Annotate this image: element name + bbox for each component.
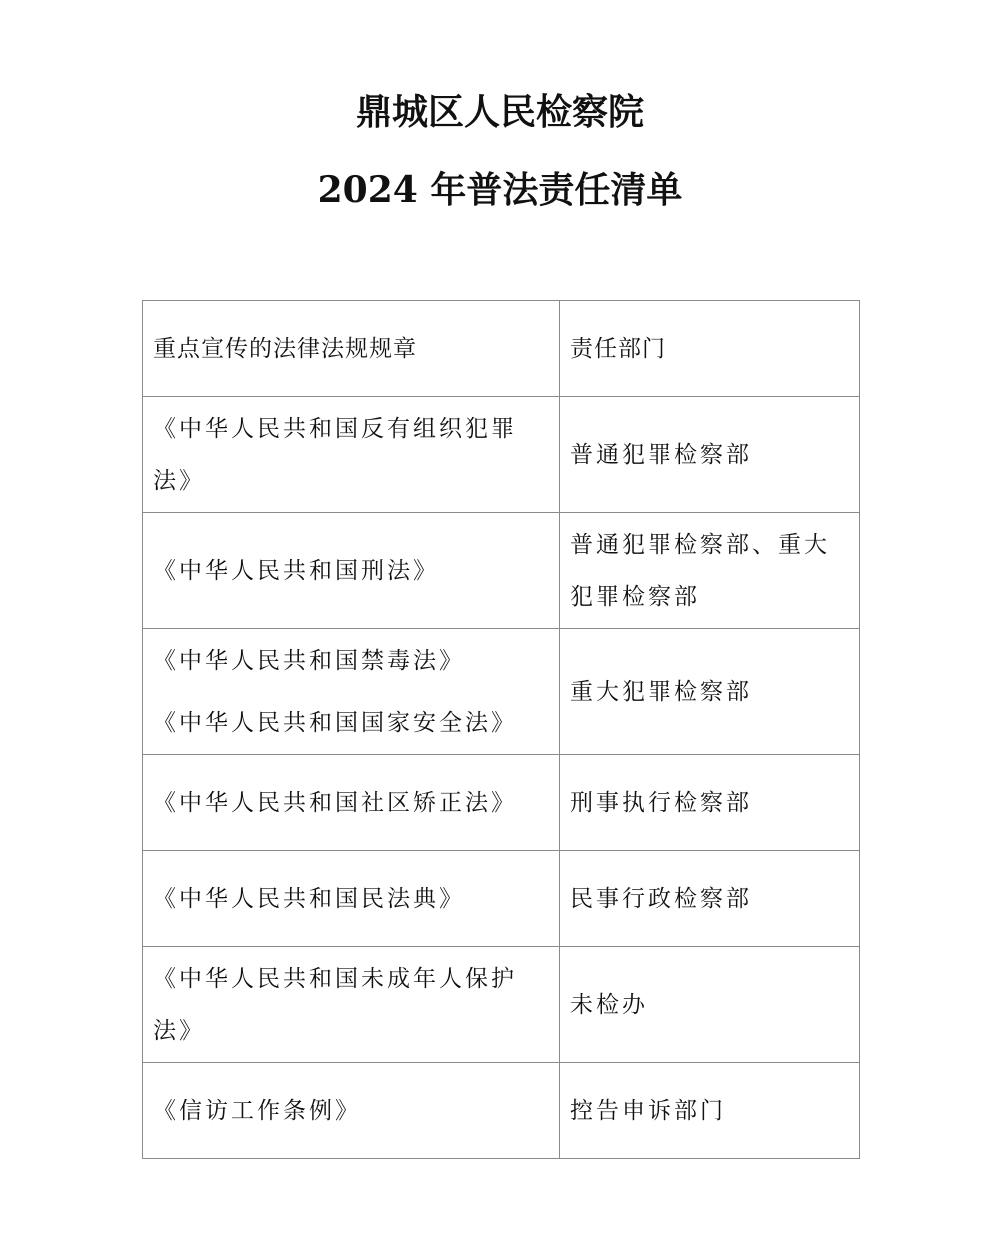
table-row: [143, 755, 860, 851]
law-cell: [143, 629, 560, 755]
law-name: 《中华人民共和国刑法》: [153, 557, 439, 584]
law-cell: [143, 513, 560, 629]
table-row: [143, 851, 860, 947]
document-title: 鼎城区人民检察院: [355, 91, 644, 133]
responsibility-table: [142, 300, 860, 1159]
dept-cell: 控告申诉部门: [560, 1063, 860, 1159]
table-row: [143, 629, 860, 755]
dept-cell: 普通犯罪检察部、重大犯罪检察部: [560, 513, 860, 629]
dept-cell: 普通犯罪检察部: [560, 397, 860, 513]
law-name: 《中华人民共和国社区矫正法》: [153, 789, 517, 816]
dept-cell: 刑事执行检察部: [560, 755, 860, 851]
law-name: 《中华人民共和国禁毒法》: [153, 647, 465, 674]
law-cell: [143, 947, 560, 1063]
law-name: 《中华人民共和国未成年人保护法》: [153, 965, 517, 1044]
table-row: [143, 513, 860, 629]
law-name: 《中华人民共和国民法典》: [153, 885, 465, 912]
header-dept-cell: 责任部门: [560, 301, 860, 397]
law-cell: [143, 851, 560, 947]
table-row: [143, 397, 860, 513]
dept-cell: 重大犯罪检察部: [560, 629, 860, 755]
table-row: [143, 1063, 860, 1159]
document-subtitle: 2024 年普法责任清单: [317, 169, 683, 211]
law-cell: [143, 755, 560, 851]
dept-cell: 民事行政检察部: [560, 851, 860, 947]
law-cell: [143, 397, 560, 513]
table-header-row: [143, 301, 860, 397]
table-row: [143, 947, 860, 1063]
dept-cell: 未检办: [560, 947, 860, 1063]
header-law-cell: 重点宣传的法律法规规章: [143, 301, 560, 397]
law-cell: [143, 1063, 560, 1159]
law-name: 《中华人民共和国反有组织犯罪法》: [153, 415, 517, 494]
law-name: 《信访工作条例》: [153, 1097, 361, 1124]
law-name: 《中华人民共和国国家安全法》: [153, 709, 517, 736]
